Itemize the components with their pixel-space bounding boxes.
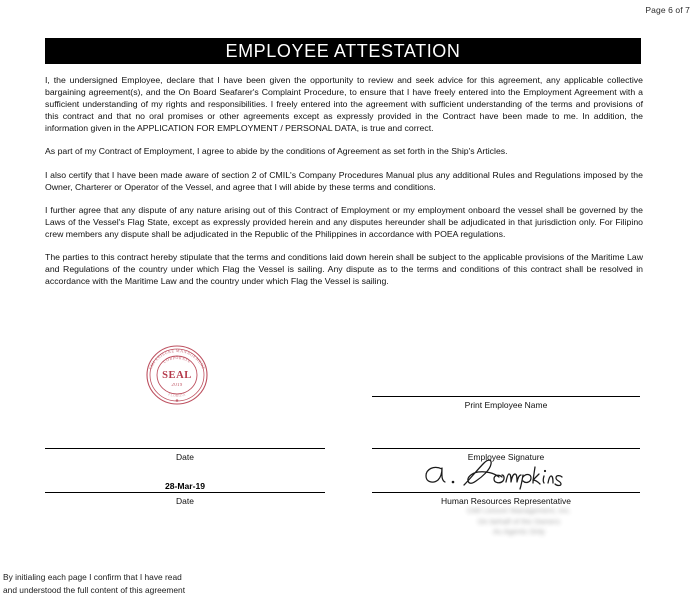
corporate-seal-stamp-icon	[140, 342, 214, 408]
svg-text:SEAL: SEAL	[162, 370, 192, 381]
redacted-line-1: CMI Leisure Management, Inc.	[467, 506, 571, 515]
paragraph-5: The parties to this contract hereby stipulate that the terms and conditions laid down herein shall be subject to the applicable provisions of the Maritime Law and Regulations of the country under which Flag the Vessel is sailing. Any dispute as to the terms and conditions of this contract shall be resolved in accordance with the Maritime Law and the country under which Flag the Vessel is sailing.	[45, 252, 643, 287]
employee-signature-label: Employee Signature	[467, 452, 545, 462]
redacted-company-block	[424, 506, 614, 538]
footer-line-2: and understood the full content of this agreement	[3, 585, 186, 595]
hr-date-value: 28-Mar-19	[164, 481, 206, 491]
redacted-line-3: As Agents Only	[493, 527, 545, 536]
page-number: Page 6 of 7	[645, 5, 690, 15]
employee-date-line[interactable]	[45, 448, 325, 449]
print-employee-name-label: Print Employee Name	[464, 400, 548, 410]
document-title-banner	[45, 38, 641, 64]
svg-text:CORPORATE: CORPORATE	[162, 355, 192, 365]
hr-date-line[interactable]	[45, 492, 325, 493]
paragraph-3: I also certify that I have been made aware of section 2 of CMIL's Company Procedures Manual plus any additional Rules and Regulations imposed by the Owner, Charterer or Operator of the Vessel, and agree that I will abide by these terms and conditions.	[45, 169, 643, 192]
svg-text:CMI LEISURE MANAGEMENT: CMI LEISURE MANAGEMENT	[147, 347, 207, 371]
hr-representative-line[interactable]	[372, 492, 640, 493]
handwritten-signature	[420, 457, 590, 491]
redacted-line-2: On behalf of the Owners	[477, 516, 561, 526]
page-title: EMPLOYEE ATTESTATION	[225, 41, 461, 61]
employee-signature-line[interactable]	[372, 448, 640, 449]
svg-text:2019: 2019	[171, 383, 183, 388]
hr-representative-label: Human Resources Representative	[441, 496, 571, 506]
hr-date-label: Date	[176, 496, 194, 506]
attestation-body	[45, 74, 643, 287]
paragraph-2: As part of my Contract of Employment, I agree to abide by the conditions of Agreement as set forth in the Ship's Articles.	[45, 146, 508, 157]
paragraph-4: I further agree that any dispute of any nature arising out of this Contract of Employment or my employment onboard the vessel shall be governed by the Laws of the Vessel's Flag State, except as expressly provided herein and any disputes hereunder shall be adjudicated in that jurisdiction only. For Filipino crew members any dispute shall be adjudicated in the Republic of the Philippines in accordance with POEA regulations.	[45, 204, 643, 239]
print-employee-name-line[interactable]	[372, 396, 640, 397]
employee-date-label: Date	[176, 452, 194, 462]
svg-text:FLORIDA: FLORIDA	[167, 392, 187, 399]
paragraph-1: I, the undersigned Employee, declare that I have been given the opportunity to review and seek advice for this agreement, any applicable collective bargaining agreement(s), and the On Board Seafarer's Complaint Procedure, to ensure that I have freely entered into the Employment Agreement with a sufficient understanding of my rights and responsibilities. I freely entered into the agreement with sufficient understanding of the terms and provisions of this contract and that no oral promises or other agreements except as expressly provided in the Contract have been made to me. In addition, the information given in the APPLICATION FOR EMPLOYMENT / PERSONAL DATA, is true and correct.	[45, 75, 643, 134]
footer-initial-note	[3, 571, 263, 597]
footer-line-1: By initialing each page I confirm that I have read	[3, 572, 182, 582]
